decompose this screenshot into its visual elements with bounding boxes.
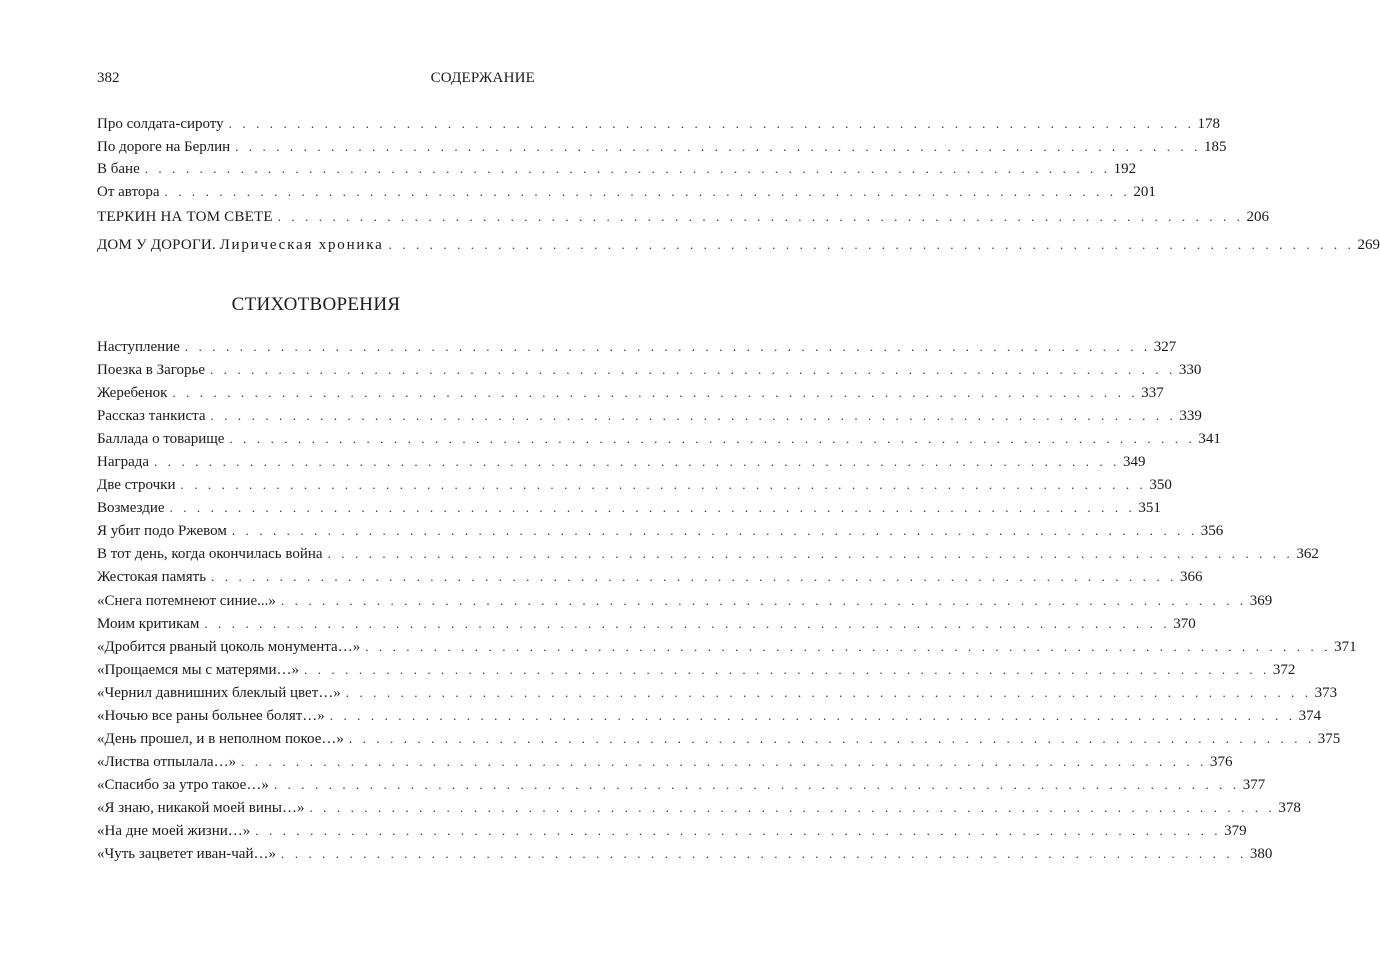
toc-entry-title: В бане — [97, 161, 140, 178]
leader-dots: . . . . . . . . . . . . . . . . . . . . . . . . . . . . . . . . . . . . . . . . . . . . . . . . . . . . . . . . . . . . . . . . . . . . . . . — [231, 523, 1198, 539]
leader-dots: . . . . . . . . . . . . . . . . . . . . . . . . . . . . . . . . . . . . . . . . . . . . . . . . . . . . . . . . . . . . . . . . . . . . . . . — [211, 569, 1177, 585]
toc-entry[interactable] — [97, 335, 1177, 358]
toc-entry[interactable] — [97, 681, 1338, 704]
leader-dots: . . . . . . . . . . . . . . . . . . . . . . . . . . . . . . . . . . . . . . . . . . . . . . . . . . . . . . . . . . . . . . . . . . . . . . . — [229, 431, 1196, 447]
toc-entry[interactable] — [97, 358, 1202, 381]
leader-dots: . . . . . . . . . . . . . . . . . . . . . . . . . . . . . . . . . . . . . . . . . . . . . . . . . . . . . . . . . . . . . . . . . . . . . . . — [327, 546, 1294, 562]
toc-entry-title: «Снега потемнеют синие...» — [97, 592, 276, 609]
toc-entry-title: «Чуть зацветет иван-чай…» — [97, 846, 276, 863]
toc-entry-title: Про солдата-сироту — [97, 116, 224, 132]
leader-dots: . . . . . . . . . . . . . . . . . . . . . . . . . . . . . . . . . . . . . . . . . . . . . . . . . . . . . . . . . . . . . . . . . . . . . . . — [172, 385, 1139, 401]
toc-entry[interactable] — [97, 450, 1146, 473]
toc-entry-title: Две строчки — [97, 477, 176, 494]
leader-dots: . . . . . . . . . . . . . . . . . . . . . . . . . . . . . . . . . . . . . . . . . . . . . . . . . . . . . . . . . . . . . . . . . . . . . . . — [255, 822, 1222, 838]
toc-entry[interactable] — [97, 158, 1137, 181]
leader-dots: . . . . . . . . . . . . . . . . . . . . . . . . . . . . . . . . . . . . . . . . . . . . . . . . . . . . . . . . . . . . . . . . . . . . . . . — [184, 339, 1151, 354]
leader-dots: . . . . . . . . . . . . . . . . . . . . . . . . . . . . . . . . . . . . . . . . . . . . . . . . . . . . . . . . . . . . . . . . . . . . . . . — [164, 183, 1131, 199]
toc-entry[interactable] — [97, 658, 1296, 681]
toc-entry-title: «Спасибо за утро такое…» — [97, 776, 269, 793]
running-head — [97, 67, 535, 89]
leader-dots: . . . . . . . . . . . . . . . . . . . . . . . . . . . . . . . . . . . . . . . . . . . . . . . . . . . . . . . . . . . . . . . . . . . . . . . — [241, 753, 1207, 769]
toc-entry[interactable] — [97, 727, 1341, 750]
toc-entry-title: По дороге на Берлин — [97, 138, 231, 155]
toc-entry-page: 185 — [1203, 138, 1227, 155]
toc-entry-page: 374 — [1298, 707, 1322, 724]
toc-entry[interactable] — [97, 704, 1322, 727]
running-title: СОДЕРЖАНИЕ — [430, 70, 535, 86]
toc-entry-title: ТЕРКИН НА ТОМ СВЕТЕ — [97, 209, 273, 225]
leader-dots: . . . . . . . . . . . . . . . . . . . . . . . . . . . . . . . . . . . . . . . . . . . . . . . . . . . . . . . . . . . . . . . . . . . . . . . — [388, 237, 1355, 252]
toc-entry-title: ДОМ У ДОРОГИ. — [97, 237, 216, 253]
toc-entry-page: 178 — [1197, 116, 1221, 132]
toc-entry-page: 380 — [1249, 846, 1273, 863]
leader-dots: . . . . . . . . . . . . . . . . . . . . . . . . . . . . . . . . . . . . . . . . . . . . . . . . . . . . . . . . . . . . . . . . . . . . . . . — [277, 209, 1244, 224]
toc-entry-title: Баллада о товарище — [97, 431, 225, 448]
toc-entry-page: 372 — [1272, 661, 1296, 678]
leader-dots: . . . . . . . . . . . . . . . . . . . . . . . . . . . . . . . . . . . . . . . . . . . . . . . . . . . . . . . . . . . . . . . . . . . . . . . — [304, 661, 1270, 677]
toc-entry-title: В тот день, когда окончилась война — [97, 546, 323, 563]
toc-entry[interactable] — [97, 589, 1273, 612]
toc-entry-title: Я убит подо Ржевом — [97, 523, 227, 540]
toc-entry-page: 376 — [1209, 753, 1233, 770]
toc-entry-page: 330 — [1178, 362, 1202, 379]
toc-entry-title: Наступление — [97, 339, 180, 355]
leader-dots: . . . . . . . . . . . . . . . . . . . . . . . . . . . . . . . . . . . . . . . . . . . . . . . . . . . . . . . . . . . . . . . . . . . . . . . — [273, 776, 1240, 792]
toc-entry-title: Поезка в Загорье — [97, 362, 206, 379]
toc-entry-page: 341 — [1198, 431, 1221, 448]
leader-dots: . . . . . . . . . . . . . . . . . . . . . . . . . . . . . . . . . . . . . . . . . . . . . . . . . . . . . . . . . . . . . . . . . . . . . . . — [365, 638, 1332, 654]
leader-dots: . . . . . . . . . . . . . . . . . . . . . . . . . . . . . . . . . . . . . . . . . . . . . . . . . . . . . . . . . . . . . . . . . . . . . . . — [235, 138, 1201, 154]
toc-entry-page: 269 — [1357, 237, 1380, 253]
toc-entry-page: 327 — [1153, 339, 1177, 355]
toc-entry-title: «Я знаю, никакой моей вины…» — [97, 799, 305, 816]
leader-dots: . . . . . . . . . . . . . . . . . . . . . . . . . . . . . . . . . . . . . . . . . . . . . . . . . . . . . . . . . . . . . . . . . . . . . . . — [281, 846, 1247, 862]
leader-dots: . . . . . . . . . . . . . . . . . . . . . . . . . . . . . . . . . . . . . . . . . . . . . . . . . . . . . . . . . . . . . . . . . . . . . . . — [228, 116, 1195, 131]
toc-entry[interactable] — [97, 773, 1266, 796]
toc-entry-title: Моим критикам — [97, 615, 200, 632]
toc-entry-subtitle: Лирическая хроника — [219, 237, 384, 253]
leader-dots: . . . . . . . . . . . . . . . . . . . . . . . . . . . . . . . . . . . . . . . . . . . . . . . . . . . . . . . . . . . . . . . . . . . . . . . — [169, 500, 1136, 516]
toc-entry[interactable] — [97, 519, 1224, 542]
toc-entry-title: «Ночью все раны больнее болят…» — [97, 707, 325, 724]
toc-entry[interactable] — [97, 842, 1273, 865]
toc-entry-title: «День прошел, и в неполном покое…» — [97, 730, 344, 747]
leader-dots: . . . . . . . . . . . . . . . . . . . . . . . . . . . . . . . . . . . . . . . . . . . . . . . . . . . . . . . . . . . . . . . . . . . . . . . — [309, 799, 1276, 815]
toc-entry-page: 375 — [1317, 730, 1341, 747]
toc-entry[interactable] — [97, 381, 1164, 404]
toc-entry-page: 337 — [1141, 385, 1164, 402]
page-number: 382 — [97, 70, 120, 86]
toc-entry-title: «Листва отпылала…» — [97, 753, 237, 770]
section-title: СТИХОТВОРЕНИЯ — [231, 294, 401, 315]
toc-entry-page: 350 — [1149, 477, 1172, 494]
toc-entry-page: 192 — [1113, 161, 1137, 178]
leader-dots: . . . . . . . . . . . . . . . . . . . . . . . . . . . . . . . . . . . . . . . . . . . . . . . . . . . . . . . . . . . . . . . . . . . . . . . — [144, 161, 1111, 177]
toc-list-poems — [97, 335, 1357, 865]
toc-entry-page: 339 — [1179, 408, 1202, 425]
toc-entry[interactable] — [97, 565, 1203, 588]
toc-entry-major[interactable] — [97, 234, 1380, 257]
toc-entry[interactable] — [97, 113, 1221, 136]
toc-list-part1 — [97, 113, 1227, 203]
toc-entry[interactable] — [97, 473, 1172, 496]
leader-dots: . . . . . . . . . . . . . . . . . . . . . . . . . . . . . . . . . . . . . . . . . . . . . . . . . . . . . . . . . . . . . . . . . . . . . . . — [154, 454, 1120, 470]
toc-entry-page: 379 — [1224, 822, 1247, 839]
toc-entry-page: 356 — [1200, 523, 1224, 540]
toc-entry[interactable] — [97, 427, 1221, 450]
toc-entry[interactable] — [97, 819, 1247, 842]
leader-dots: . . . . . . . . . . . . . . . . . . . . . . . . . . . . . . . . . . . . . . . . . . . . . . . . . . . . . . . . . . . . . . . . . . . . . . . — [210, 408, 1177, 424]
toc-entry-page: 373 — [1314, 684, 1338, 701]
toc-entry-title: Жестокая память — [97, 569, 207, 586]
toc-entry[interactable] — [97, 496, 1161, 519]
toc-entry[interactable] — [97, 750, 1233, 773]
leader-dots: . . . . . . . . . . . . . . . . . . . . . . . . . . . . . . . . . . . . . . . . . . . . . . . . . . . . . . . . . . . . . . . . . . . . . . . — [180, 477, 1147, 493]
toc-entry-title: Рассказ танкиста — [97, 408, 206, 425]
leader-dots: . . . . . . . . . . . . . . . . . . . . . . . . . . . . . . . . . . . . . . . . . . . . . . . . . . . . . . . . . . . . . . . . . . . . . . . — [348, 730, 1315, 746]
toc-entry-page: 351 — [1138, 500, 1161, 517]
toc-entry[interactable] — [97, 796, 1301, 819]
toc-entry-page: 369 — [1249, 592, 1273, 609]
toc-entry-title: От автора — [97, 183, 160, 200]
toc-entry-title: «На дне моей жизни…» — [97, 822, 251, 839]
toc-entry-title: «Прощаемся мы с матерями…» — [97, 661, 300, 678]
toc-entry-title: Жеребенок — [97, 385, 168, 402]
toc-entry-page: 377 — [1242, 776, 1266, 793]
toc-entry-title-group — [97, 234, 389, 257]
toc-entry-title: Награда — [97, 454, 150, 471]
leader-dots: . . . . . . . . . . . . . . . . . . . . . . . . . . . . . . . . . . . . . . . . . . . . . . . . . . . . . . . . . . . . . . . . . . . . . . . — [210, 362, 1176, 378]
toc-entry-page: 201 — [1133, 183, 1156, 200]
toc-entry-page: 371 — [1334, 638, 1357, 655]
toc-entry-page: 349 — [1122, 454, 1146, 471]
toc-entry[interactable] — [97, 136, 1227, 159]
toc-entry-page: 206 — [1246, 209, 1270, 225]
toc-entry-title: «Дробится рваный цоколь монумента…» — [97, 638, 361, 655]
toc-entry-title: «Чернил давнишних блеклый цвет…» — [97, 684, 341, 701]
toc-entry-page: 370 — [1173, 615, 1196, 632]
toc-entry-page: 362 — [1296, 546, 1319, 563]
toc-entry-title: Возмездие — [97, 500, 165, 517]
toc-entry[interactable] — [97, 612, 1196, 635]
leader-dots: . . . . . . . . . . . . . . . . . . . . . . . . . . . . . . . . . . . . . . . . . . . . . . . . . . . . . . . . . . . . . . . . . . . . . . . — [345, 684, 1312, 700]
toc-entry[interactable] — [97, 635, 1357, 658]
toc-entry-major[interactable] — [97, 206, 1270, 229]
leader-dots: . . . . . . . . . . . . . . . . . . . . . . . . . . . . . . . . . . . . . . . . . . . . . . . . . . . . . . . . . . . . . . . . . . . . . . . — [280, 592, 1247, 608]
leader-dots: . . . . . . . . . . . . . . . . . . . . . . . . . . . . . . . . . . . . . . . . . . . . . . . . . . . . . . . . . . . . . . . . . . . . . . . — [204, 615, 1171, 631]
toc-entry[interactable] — [97, 404, 1202, 427]
toc-entry-page: 378 — [1278, 799, 1301, 816]
toc-entry[interactable] — [97, 542, 1319, 565]
toc-entry[interactable] — [97, 181, 1156, 204]
toc-entry-page: 366 — [1179, 569, 1203, 586]
leader-dots: . . . . . . . . . . . . . . . . . . . . . . . . . . . . . . . . . . . . . . . . . . . . . . . . . . . . . . . . . . . . . . . . . . . . . . . — [329, 707, 1296, 723]
